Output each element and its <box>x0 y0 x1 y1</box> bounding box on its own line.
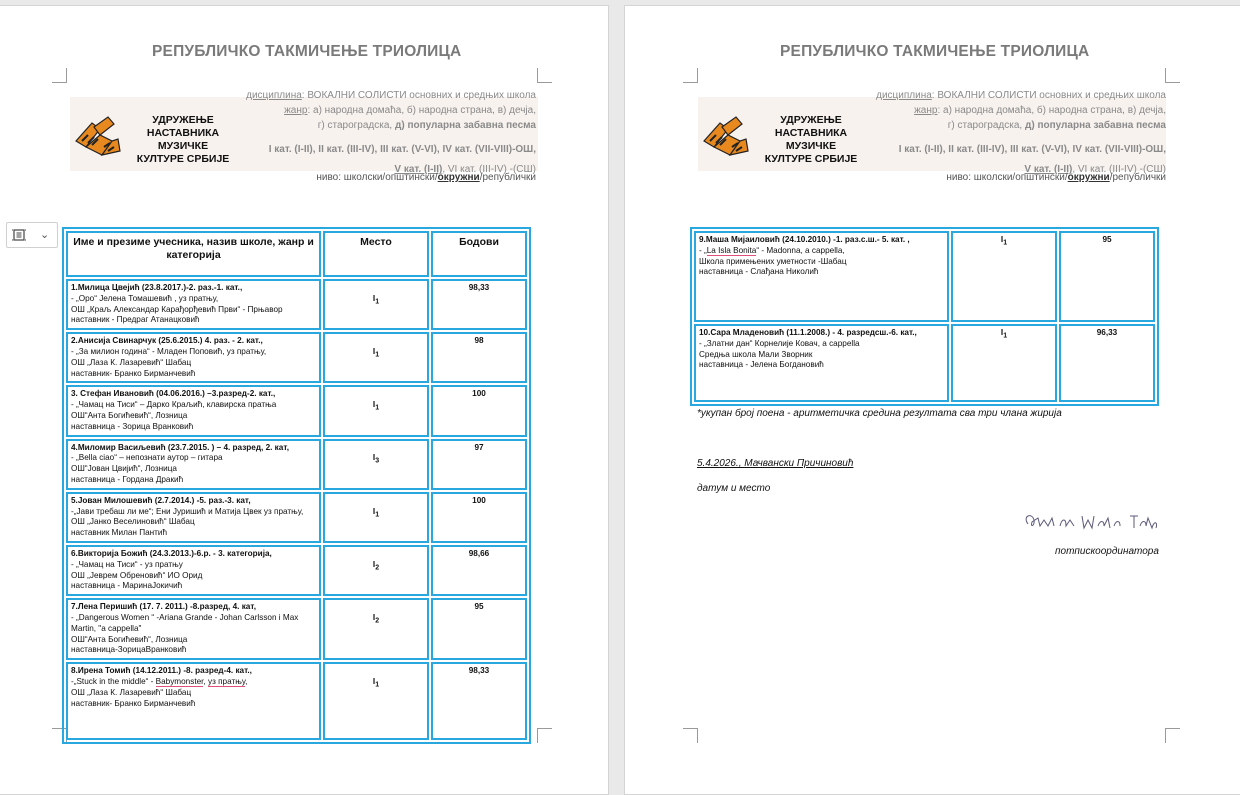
organization-name: УДРУЖЕЊЕ НАСТАВНИКА МУЗИЧКЕ КУЛТУРЕ СРБИЈЕ <box>136 114 230 165</box>
chevron-down-icon[interactable]: ⌄ <box>40 229 50 241</box>
participant-cell: 6.Викторија Божић (24.3.2013.)-6.р. - 3. категорија, - „Чамац на Тиси“ - уз пратњу ОШ „Јеврем Обреновић“ ИО Орид наставница - МаринаЈокичић <box>66 545 321 596</box>
points-cell: 97 <box>431 439 527 490</box>
crop-mark <box>537 68 552 83</box>
place-cell: $I_2$ <box>323 545 429 596</box>
points-cell: 98,33 <box>431 662 527 740</box>
level-line: ниво: школски/општински/окружни/републички <box>946 172 1166 183</box>
table-row <box>66 439 527 490</box>
layout-options-button[interactable] <box>6 222 58 248</box>
level-line: ниво: школски/општински/окружни/републички <box>316 172 536 183</box>
crop-mark <box>537 728 552 743</box>
points-cell: 100 <box>431 492 527 543</box>
crop-mark <box>683 728 698 743</box>
participant-cell: 8.Ирена Томић (14.12.2011.) -8. разред-4. кат., -„Stuck in the middle“ - Babymonster, уз пратњу, ОШ „Лаза К. Лазаревић“ Шабац наставник- Бранко Бирманчевић <box>66 662 321 740</box>
document-page-2 <box>624 5 1240 795</box>
place-cell: $I_1$ <box>951 231 1057 322</box>
music-teachers-logo-icon <box>72 111 128 161</box>
table-header-row <box>66 231 527 277</box>
place-cell: $I_3$ <box>323 439 429 490</box>
participant-cell: 9.Маша Мијаиловић (24.10.2010.) -1. раз.с.ш.- 5. кат. , - „La Isla Bonita“ - Madonna, a cappella, Школа примењених уметности -Шабац наставница - Слађана Николић <box>694 231 949 322</box>
results-table <box>62 227 531 744</box>
points-cell: 98 <box>431 332 527 383</box>
crop-mark <box>52 68 67 83</box>
points-cell: 95 <box>1059 231 1155 322</box>
participant-cell: 5.Јован Милошевић (2.7.2014.) -5. раз.-3. кат, -„Јави требаш ли ме“; Ени Јуришић и Матија Цвек уз пратњу, ОШ „Јанко Веселиновић“ Шабац наставник Милан Пантић <box>66 492 321 543</box>
place-cell: $I_1$ <box>323 492 429 543</box>
participant-cell: 10.Сара Младеновић (11.1.2008.) - 4. разредсш.-6. кат., - „Златни дан“ Корнелије Ковач, a cappella Средња школа Мали Зворник наставница - Јелена Богдановић <box>694 324 949 402</box>
organization-name: УДРУЖЕЊЕ НАСТАВНИКА МУЗИЧКЕ КУЛТУРЕ СРБИЈЕ <box>764 114 858 165</box>
points-cell: 98,33 <box>431 279 527 330</box>
table-row <box>694 324 1155 402</box>
results-table <box>690 227 1159 406</box>
participant-cell: 3. Стефан Ивановић (04.06.2016.) –3.разред-2. кат., - „Чамац на Тиси“ – Дарко Краљић, клавирска пратња ОШ“Анта Богићевић“, Лозница наставница - Зорица Вранковић <box>66 385 321 436</box>
place-cell: $I_2$ <box>323 598 429 660</box>
place-cell: $I_1$ <box>323 385 429 436</box>
place-cell: $I_1$ <box>323 332 429 383</box>
points-cell: 96,33 <box>1059 324 1155 402</box>
date-place: 5.4.2026., Мачвански Причиновић <box>697 458 854 469</box>
crop-mark <box>1165 68 1180 83</box>
table-row <box>66 385 527 436</box>
date-place-label: датум и место <box>697 483 771 494</box>
page-title: РЕПУБЛИЧКО ТАКМИЧЕЊЕ ТРИОЛИЦА <box>780 43 1090 60</box>
table-row <box>66 332 527 383</box>
table-row <box>66 492 527 543</box>
music-teachers-logo-icon <box>700 111 756 161</box>
header-place: Место <box>323 231 429 277</box>
signature-label: потпискоординатора <box>1055 546 1159 557</box>
crop-mark <box>683 68 698 83</box>
header-points: Бодови <box>431 231 527 277</box>
document-page-1 <box>0 5 609 795</box>
page-title: РЕПУБЛИЧКО ТАКМИЧЕЊЕ ТРИОЛИЦА <box>152 43 462 60</box>
participant-cell: 7.Лена Перишић (17. 7. 2011.) -8.разред, 4. кат, - „Dangerous Women “ -Ariana Grande - Johan Carlsson i Max Martin, "a cappella" ОШ“Анта Богићевић“, Лозница наставница-ЗорицаВранковић <box>66 598 321 660</box>
table-row <box>66 545 527 596</box>
competition-meta: дисциплина: ВОКАЛНИ СОЛИСТИ основних и средњих школа жанр: а) народна домаћа, б) народна страна, в) дечја, г) староградска, д) популарна забавна песма I кат. (I-II), II кат. (III-IV), III кат. (V-VI), IV кат. (VII-VIII)-ОШ, V кат. (I-II), VI кат. (III-IV) -(СШ) <box>876 90 1166 175</box>
points-cell: 100 <box>431 385 527 436</box>
competition-meta: дисциплина: ВОКАЛНИ СОЛИСТИ основних и средњих школа жанр: а) народна домаћа, б) народна страна, в) дечја, г) староградска, д) популарна забавна песма I кат. (I-II), II кат. (III-IV), III кат. (V-VI), IV кат. (VII-VIII)-ОШ, V кат. (I-II), VI кат. (III-IV) -(СШ) <box>246 90 536 175</box>
points-cell: 98,66 <box>431 545 527 596</box>
table-row <box>66 279 527 330</box>
layout-options-icon <box>11 227 27 243</box>
table-row <box>66 662 527 740</box>
participant-cell: 2.Анисија Свинарчук (25.6.2015.) 4. раз. - 2. кат., - „За милион година“ - Младен Поповић, уз пратњу, ОШ „Лаза К. Лазаревић“ Шабац наставник- Бранко Бирманчевић <box>66 332 321 383</box>
table-row <box>694 231 1155 322</box>
crop-mark <box>1165 728 1180 743</box>
place-cell: $I_1$ <box>951 324 1057 402</box>
points-cell: 95 <box>431 598 527 660</box>
participant-cell: 4.Миломир Васиљевић (23.7.2015. ) – 4. разред, 2. кат, - „Bella ciao“ – непознати аутор – гитара ОШ“Јован Цвијић“, Лозница наставница - Гордана Дракић <box>66 439 321 490</box>
place-cell: $I_1$ <box>323 279 429 330</box>
header-name: Име и презиме учесника, назив школе, жанр и категорија <box>66 231 321 277</box>
participant-cell: 1.Милица Цвејић (23.8.2017.)-2. раз.-1. кат., - „Оро“ Јелена Томашевић , уз пратњу, ОШ „Краљ Александар Карађорђевић Први“ - Прњавор наставник - Предраг Атанацковић <box>66 279 321 330</box>
table-row <box>66 598 527 660</box>
coordinator-signature <box>1020 506 1165 538</box>
place-cell: $I_1$ <box>323 662 429 740</box>
footnote: *укупан број поена - аритметичка средина резултата сва три члана жирија <box>697 408 1062 419</box>
